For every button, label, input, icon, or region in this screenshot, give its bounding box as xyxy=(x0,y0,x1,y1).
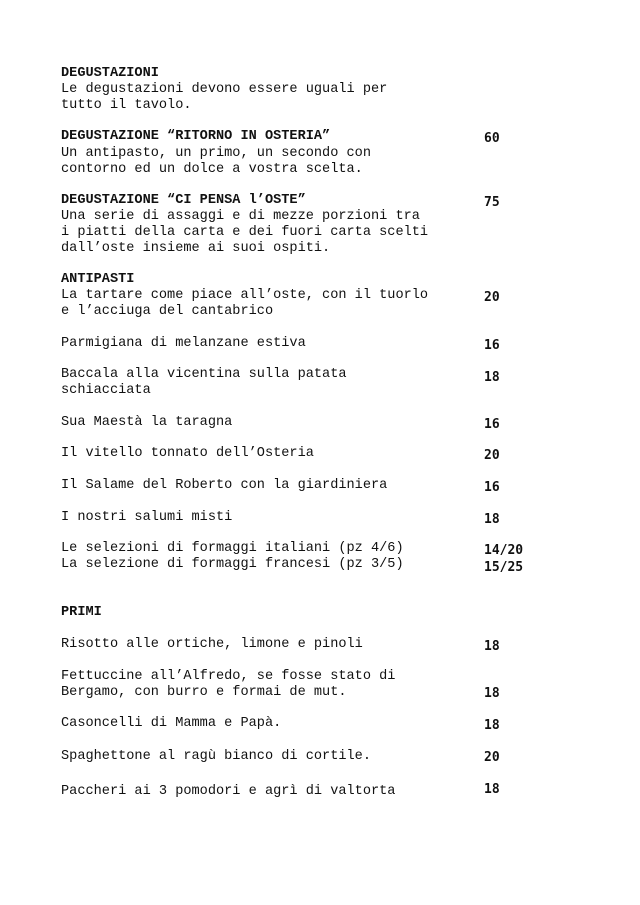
menu-item-price: 18 xyxy=(484,718,500,733)
menu-item-price: 14/20 xyxy=(484,543,524,558)
menu-item-name: Il vitello tonnato dell’Osteria xyxy=(61,446,314,461)
menu-item-name: Spaghettone al ragù bianco di cortile. xyxy=(61,749,371,764)
section-heading-primi: PRIMI xyxy=(61,605,102,620)
menu-item-price: 20 xyxy=(484,290,500,305)
menu-item-name: Paccheri ai 3 pomodori e agrì di valtorta xyxy=(61,784,396,799)
menu-item-price: 16 xyxy=(484,480,500,495)
section-note: Le degustazioni devono essere uguali per xyxy=(61,82,388,97)
menu-item-name: I nostri salumi misti xyxy=(61,510,233,525)
menu-item-price: 18 xyxy=(484,686,500,701)
tasting-price: 75 xyxy=(484,195,500,210)
menu-item-name: Baccala alla vicentina sulla patata xyxy=(61,367,347,382)
section-heading-antipasti: ANTIPASTI xyxy=(61,272,135,287)
menu-item-price: 18 xyxy=(484,782,500,797)
menu-item-price: 20 xyxy=(484,448,500,463)
menu-item-name: Sua Maestà la taragna xyxy=(61,415,233,430)
menu-item-price: 18 xyxy=(484,512,500,527)
menu-item-price: 18 xyxy=(484,639,500,654)
tasting-title: DEGUSTAZIONE “RITORNO IN OSTERIA” xyxy=(61,129,331,144)
menu-item-name: schiacciata xyxy=(61,383,151,398)
section-note: tutto il tavolo. xyxy=(61,98,192,113)
menu-item-price: 15/25 xyxy=(484,560,524,575)
menu-item-name: Il Salame del Roberto con la giardiniera xyxy=(61,478,388,493)
menu-item-name: Fettuccine all’Alfredo, se fosse stato di xyxy=(61,669,396,684)
section-heading-degustazioni: DEGUSTAZIONI xyxy=(61,66,159,81)
menu-item-name: Risotto alle ortiche, limone e pinoli xyxy=(61,637,363,652)
menu-item-name: La selezione di formaggi francesi (pz 3/5) xyxy=(61,557,404,572)
menu-item-price: 16 xyxy=(484,417,500,432)
menu-item-name: e l’acciuga del cantabrico xyxy=(61,304,274,319)
tasting-description: contorno ed un dolce a vostra scelta. xyxy=(61,162,363,177)
menu-item-name: Casoncelli di Mamma e Papà. xyxy=(61,716,282,731)
menu-item-price: 16 xyxy=(484,338,500,353)
menu-item-name: La tartare come piace all’oste, con il tuorlo xyxy=(61,288,429,303)
tasting-description: i piatti della carta e dei fuori carta scelti xyxy=(61,225,429,240)
tasting-description: Un antipasto, un primo, un secondo con xyxy=(61,146,371,161)
tasting-description: dall’oste insieme ai suoi ospiti. xyxy=(61,241,331,256)
tasting-price: 60 xyxy=(484,131,500,146)
menu-item-name: Le selezioni di formaggi italiani (pz 4/6) xyxy=(61,541,404,556)
tasting-description: Una serie di assaggi e di mezze porzioni tra xyxy=(61,209,420,224)
menu-item-name: Parmigiana di melanzane estiva xyxy=(61,336,306,351)
menu-item-price: 20 xyxy=(484,750,500,765)
tasting-title: DEGUSTAZIONE “CI PENSA l’OSTE” xyxy=(61,193,306,208)
menu-item-name: Bergamo, con burro e formai de mut. xyxy=(61,685,347,700)
menu-item-price: 18 xyxy=(484,370,500,385)
